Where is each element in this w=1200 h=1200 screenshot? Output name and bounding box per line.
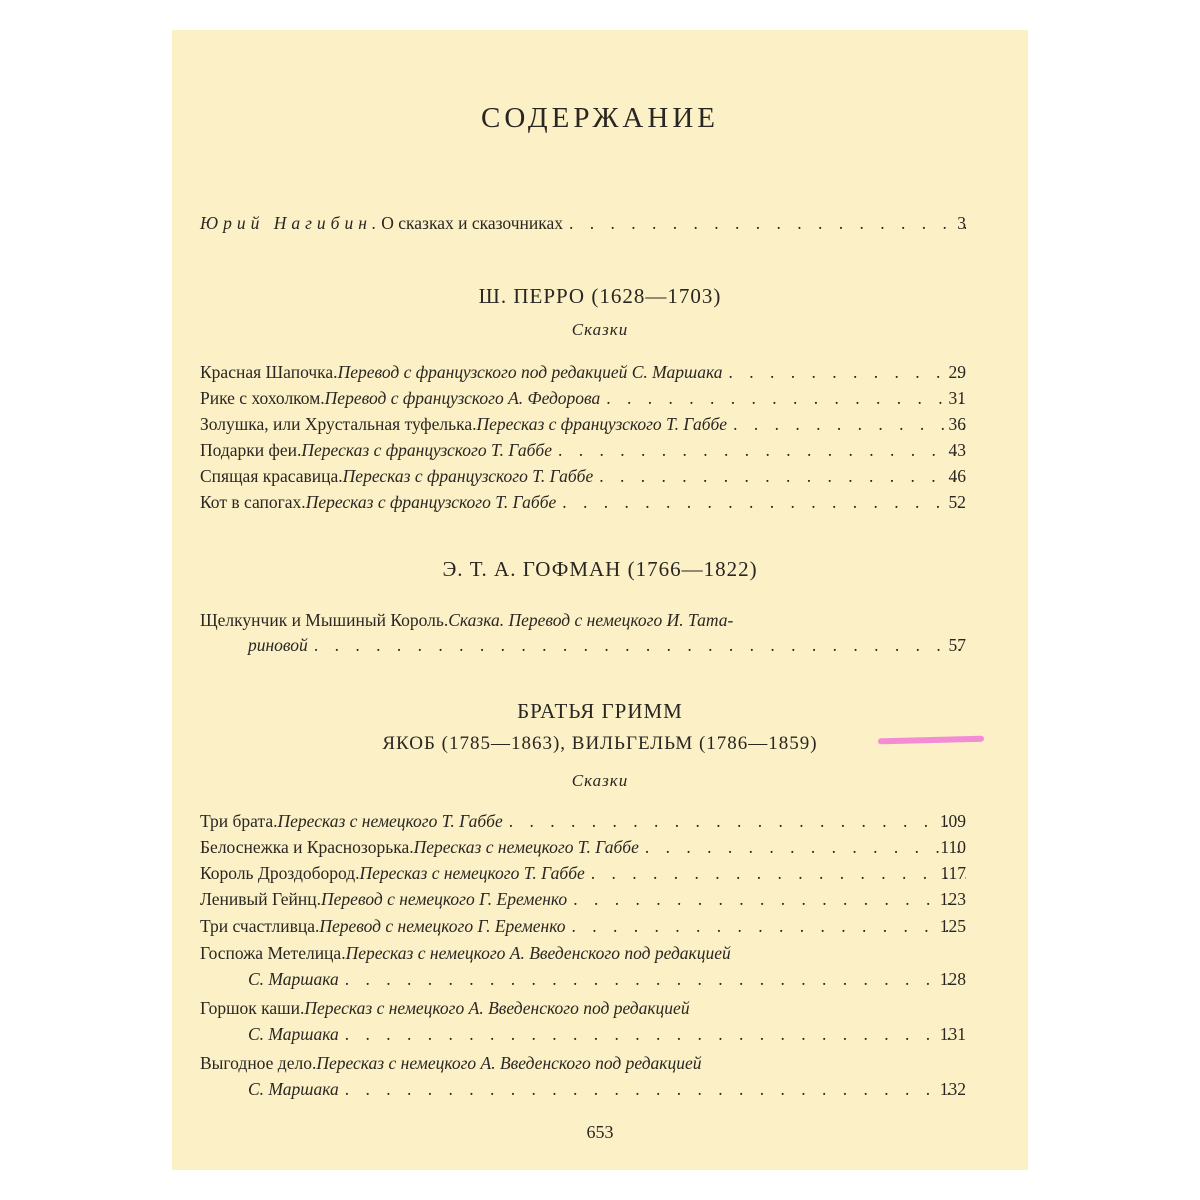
leader-dots xyxy=(572,916,966,937)
entry-page-number: 117 xyxy=(940,863,966,883)
page-number: 653 xyxy=(586,1122,614,1142)
toc-entry-continuation xyxy=(248,1024,966,1050)
entry-title: Рике с хохолком. xyxy=(200,388,325,408)
toc-entry[interactable] xyxy=(200,889,966,915)
section-subheading-grimm: ЯКОБ (1785—1863), ВИЛЬГЕЛЬМ (1786—1859) xyxy=(382,733,818,754)
entry-translator: Перевод с немецкого Г. Еременко xyxy=(319,916,566,936)
entry-page-number: 131 xyxy=(939,1024,966,1044)
entry-page-number: 57 xyxy=(948,635,966,655)
leader-dots xyxy=(345,1079,966,1100)
entry-translator-cont: С. Маршака xyxy=(248,969,339,989)
entry-title: Красная Шапочка. xyxy=(200,362,338,382)
leader-dots xyxy=(558,440,966,461)
entry-page-number: 123 xyxy=(939,889,966,909)
leader-dots xyxy=(591,863,966,884)
toc-entry[interactable] xyxy=(200,837,966,863)
toc-entry[interactable] xyxy=(200,610,966,636)
leader-dots xyxy=(606,388,966,409)
entry-page-number: 3 xyxy=(957,213,966,233)
entry-page-number: 29 xyxy=(948,362,966,382)
entry-page-number: 36 xyxy=(948,414,966,434)
toc-entry-continuation xyxy=(248,1079,966,1105)
entry-page-number: 132 xyxy=(939,1079,966,1099)
entry-title: Три счастливца. xyxy=(200,916,320,936)
entry-translator: Перевод с французского А. Федорова xyxy=(324,388,601,408)
page-title: СОДЕРЖАНИЕ xyxy=(481,102,719,134)
entry-translator: Пересказ с немецкого Т. Габбе xyxy=(413,837,639,857)
entry-page-number: 128 xyxy=(939,969,966,989)
entry-page-number: 109 xyxy=(939,811,966,831)
entry-title: Три брата. xyxy=(200,811,278,831)
entry-author: Юрий Нагибин. xyxy=(200,213,382,233)
toc-entry[interactable] xyxy=(200,998,966,1024)
entry-translator: Пересказ с французского Т. Габбе xyxy=(301,440,552,460)
entry-translator: Пересказ с немецкого А. Введенского под редакцией xyxy=(345,943,731,963)
entry-page-number: 43 xyxy=(948,440,966,460)
leader-dots xyxy=(509,811,966,832)
toc-entry[interactable] xyxy=(200,466,966,492)
entry-translator-cont: риновой xyxy=(248,635,308,655)
entry-page-number: 46 xyxy=(948,466,966,486)
entry-title: Король Дроздобород. xyxy=(200,863,360,883)
entry-translator: Пересказ с немецкого Т. Габбе xyxy=(359,863,585,883)
toc-entry[interactable] xyxy=(200,414,966,440)
leader-dots xyxy=(645,837,966,858)
entry-title: Щелкунчик и Мышиный Король. xyxy=(200,610,449,630)
section-heading-grimm: БРАТЬЯ ГРИММ xyxy=(517,699,683,723)
entry-translator: Пересказ с французского Т. Габбе xyxy=(342,466,594,486)
leader-dots xyxy=(733,414,966,435)
book-page xyxy=(172,30,1028,1170)
section-label-tales: Сказки xyxy=(571,771,629,790)
entry-title: Горшок каши. xyxy=(200,998,305,1018)
toc-entry[interactable] xyxy=(200,362,966,388)
leader-dots xyxy=(562,492,966,513)
toc-entry[interactable] xyxy=(200,440,966,466)
entry-page-number: 52 xyxy=(948,492,966,512)
toc-entry-continuation xyxy=(248,635,966,661)
section-heading-hoffmann: Э. Т. А. ГОФМАН (1766—1822) xyxy=(442,557,758,581)
entry-title: Госпожа Метелица. xyxy=(200,943,346,963)
entry-title: Выгодное дело. xyxy=(200,1053,317,1073)
entry-translator: Пересказ с немецкого Т. Габбе xyxy=(277,811,503,831)
entry-translator: Сказка. Перевод с немецкого И. Тата- xyxy=(448,610,734,630)
toc-entry[interactable] xyxy=(200,492,966,518)
entry-title: О сказках и сказочниках xyxy=(381,213,563,233)
leader-dots xyxy=(345,969,966,990)
entry-page-number: 110 xyxy=(940,837,966,857)
entry-translator: Перевод с немецкого Г. Еременко xyxy=(321,889,568,909)
entry-translator: Пересказ с немецкого А. Введенского под редакцией xyxy=(304,998,690,1018)
toc-entry[interactable] xyxy=(200,388,966,414)
entry-page-number: 125 xyxy=(939,916,966,936)
toc-entry-continuation xyxy=(248,969,966,995)
toc-entry[interactable] xyxy=(200,863,966,889)
entry-title: Ленивый Гейнц. xyxy=(200,889,322,909)
leader-dots xyxy=(599,466,966,487)
entry-translator-cont: С. Маршака xyxy=(248,1079,339,1099)
toc-entry[interactable] xyxy=(200,1053,966,1079)
leader-dots xyxy=(569,213,966,234)
toc-entry-intro[interactable] xyxy=(200,213,966,239)
entry-translator: Пересказ с немецкого А. Введенского под редакцией xyxy=(316,1053,702,1073)
toc-entry[interactable] xyxy=(200,916,966,942)
section-label-tales: Сказки xyxy=(571,320,629,339)
toc-entry[interactable] xyxy=(200,811,966,837)
entry-translator-cont: С. Маршака xyxy=(248,1024,339,1044)
entry-title: Золушка, или Хрустальная туфелька. xyxy=(200,414,477,434)
entry-translator: Перевод с французского под редакцией С. Маршака xyxy=(337,362,723,382)
entry-title: Кот в сапогах. xyxy=(200,492,306,512)
toc-entry[interactable] xyxy=(200,943,966,969)
section-heading-perrault: Ш. ПЕРРО (1628—1703) xyxy=(478,284,722,308)
entry-title: Спящая красавица. xyxy=(200,466,343,486)
entry-translator: Пересказ с французского Т. Габбе xyxy=(305,492,557,512)
entry-title: Белоснежка и Краснозорька. xyxy=(200,837,414,857)
entry-page-number: 31 xyxy=(948,388,966,408)
entry-translator: Пересказ с французского Т. Габбе xyxy=(476,414,728,434)
leader-dots xyxy=(573,889,966,910)
leader-dots xyxy=(345,1024,966,1045)
entry-title: Подарки феи. xyxy=(200,440,302,460)
leader-dots xyxy=(314,635,966,656)
leader-dots xyxy=(728,362,966,383)
